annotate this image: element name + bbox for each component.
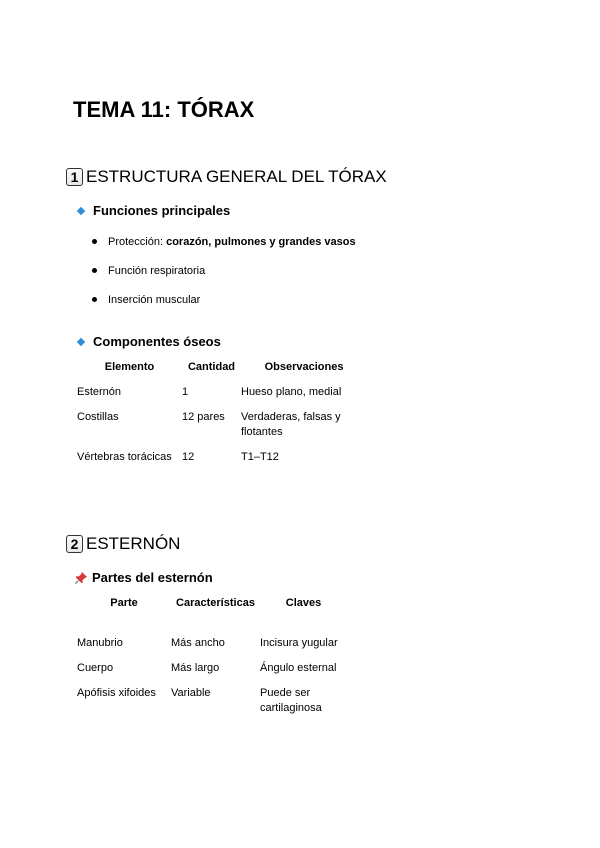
table-cell: Ángulo esternal [260, 662, 337, 674]
subheading-label: Funciones principales [93, 203, 231, 218]
list-item-text: Inserción muscular [108, 293, 201, 306]
table-cell: 12 pares [182, 411, 225, 423]
table-header-row [77, 360, 367, 385]
section-heading-esternon [66, 534, 180, 554]
table-cell: 1 [182, 386, 189, 398]
section-heading-label: ESTERNÓN [86, 534, 181, 553]
list-item [92, 256, 356, 285]
table-cell: Más largo [171, 662, 220, 674]
table-cell: Costillas [77, 411, 119, 423]
table-row [77, 450, 367, 465]
diamond-icon [77, 206, 85, 214]
list-item-text: Protección: [108, 235, 167, 248]
table-cell: Cuerpo [77, 662, 114, 674]
section-heading-estructura [66, 167, 387, 187]
keycap-number-icon: 2 [66, 535, 83, 553]
section-heading-label: ESTRUCTURA GENERAL DEL TÓRAX [86, 167, 387, 186]
table-cell: Apófisis xifoides [77, 687, 156, 699]
table-row [77, 385, 367, 410]
table-cell: 12 [182, 451, 195, 463]
table-row [77, 686, 347, 716]
subheading-funciones [76, 203, 230, 218]
column-header: Parte [110, 597, 138, 609]
table-header-row [77, 596, 347, 636]
bullet-icon [92, 297, 97, 302]
table-cell: Variable [171, 687, 211, 699]
table-cell: Más ancho [171, 637, 225, 649]
subheading-label: Componentes óseos [93, 334, 221, 349]
column-header: Claves [285, 597, 322, 609]
pushpin-icon [74, 571, 88, 585]
column-header: Elemento [104, 361, 155, 373]
list-item-text: Función respiratoria [108, 264, 206, 277]
list-item [92, 227, 356, 256]
list-item-bold: corazón, pulmones y grandes vasos [166, 235, 356, 248]
bullet-icon [92, 239, 97, 244]
column-header: Observaciones [264, 361, 344, 373]
funciones-list [92, 227, 356, 314]
page-title: TEMA 11: TÓRAX [73, 97, 255, 122]
subheading-partes [74, 570, 213, 585]
table-row [77, 410, 367, 450]
table-row [77, 661, 347, 686]
table-cell: Vértebras torácicas [77, 451, 172, 463]
table-cell: Verdaderas, falsas y flotantes [241, 411, 341, 438]
table-cell: Hueso plano, medial [241, 386, 342, 398]
table-cell: Esternón [77, 386, 122, 398]
bullet-icon [92, 268, 97, 273]
keycap-number-icon: 1 [66, 168, 83, 186]
table-cell: Puede ser cartilaginosa [260, 687, 322, 714]
table-cell: Incisura yugular [260, 637, 338, 649]
list-item [92, 285, 356, 314]
column-header: Características [176, 597, 255, 609]
column-header: Cantidad [187, 361, 236, 373]
subheading-componentes [76, 334, 221, 349]
table-cell: T1–T12 [241, 451, 279, 463]
partes-table [77, 596, 347, 716]
subheading-label: Partes del esternón [92, 570, 213, 585]
componentes-table [77, 360, 367, 465]
table-cell: Manubrio [77, 637, 123, 649]
table-row [77, 636, 347, 661]
diamond-icon [77, 337, 85, 345]
